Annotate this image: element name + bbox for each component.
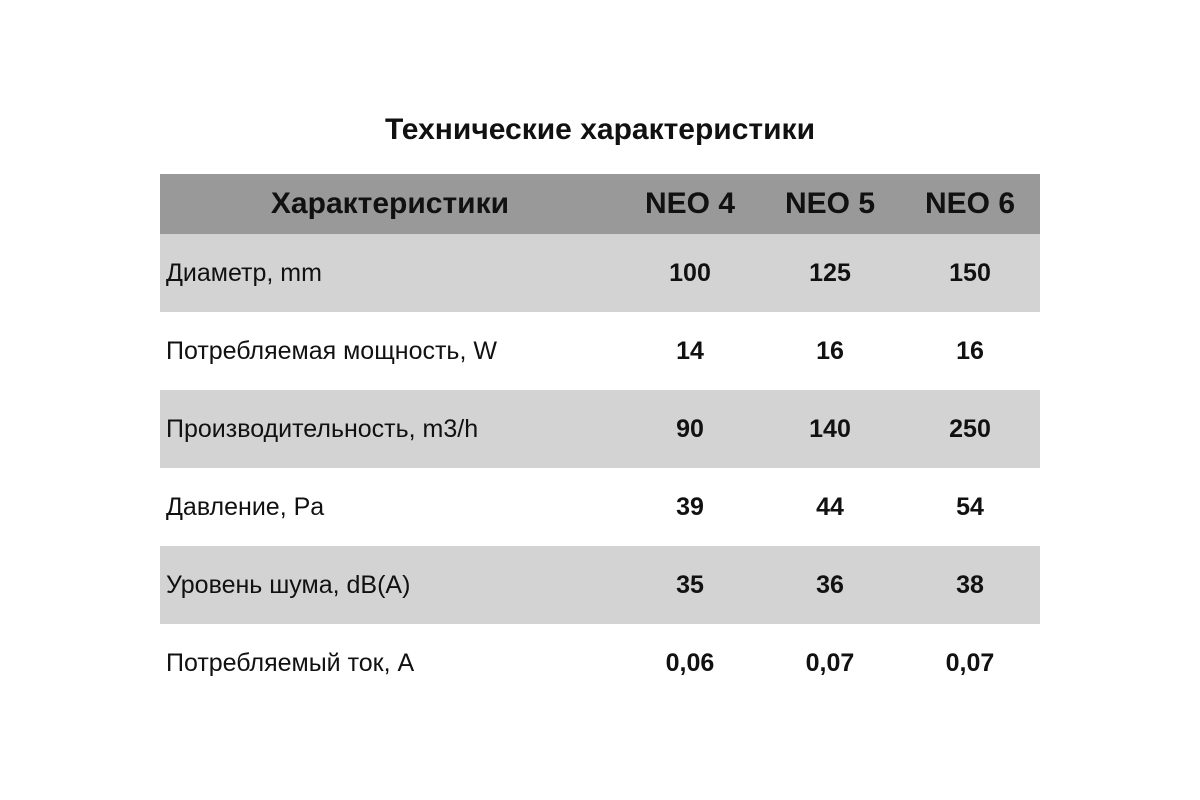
row-value: 36 <box>816 570 844 599</box>
row-label: Уровень шума, dB(A) <box>166 570 411 599</box>
table-row <box>160 234 1040 312</box>
row-value: 14 <box>676 336 704 365</box>
row-value: 35 <box>676 570 704 599</box>
row-value: 0,07 <box>945 648 995 677</box>
row-value: 54 <box>956 492 984 521</box>
row-value: 38 <box>956 570 984 599</box>
row-label: Потребляемый ток, A <box>166 648 415 677</box>
table-row <box>160 468 1040 546</box>
row-label: Потребляемая мощность, W <box>166 336 497 365</box>
table-row <box>160 390 1040 468</box>
row-value: 39 <box>676 492 704 521</box>
row-value: 150 <box>949 258 991 287</box>
row-value: 100 <box>669 258 711 287</box>
table-row <box>160 624 1040 702</box>
row-value: 250 <box>949 414 991 443</box>
header-model-neo6: NEO 6 <box>924 187 1016 220</box>
header-model-neo4: NEO 4 <box>644 187 736 220</box>
row-label: Диаметр, mm <box>166 258 322 287</box>
header-label: Характеристики <box>270 187 510 220</box>
row-label: Давление, Pa <box>166 492 325 521</box>
row-value: 125 <box>809 258 851 287</box>
row-value: 44 <box>816 492 844 521</box>
row-value: 140 <box>809 414 851 443</box>
row-label: Производительность, m3/h <box>166 414 479 443</box>
spec-table <box>160 174 1040 702</box>
row-value: 16 <box>956 336 984 365</box>
table-row <box>160 312 1040 390</box>
row-value: 90 <box>676 414 704 443</box>
row-value: 16 <box>816 336 844 365</box>
header-model-neo5: NEO 5 <box>784 187 876 220</box>
page-title: Технические характеристики <box>384 113 816 146</box>
table-row <box>160 546 1040 624</box>
table-header-row <box>160 174 1040 234</box>
row-value: 0,06 <box>665 648 715 677</box>
row-value: 0,07 <box>805 648 855 677</box>
